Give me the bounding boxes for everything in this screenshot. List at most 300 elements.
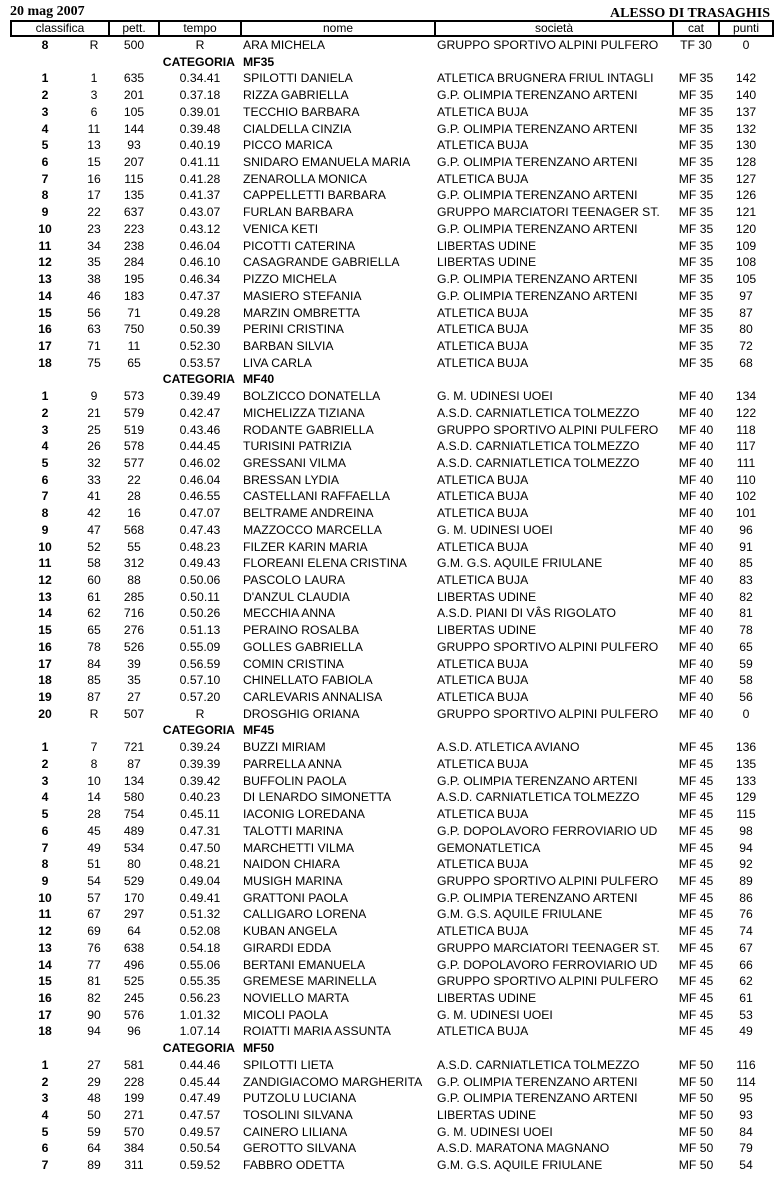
table-row <box>11 321 773 338</box>
time-cell: 0.43.12 <box>179 221 221 236</box>
category-cell: MF 50 <box>678 1124 714 1139</box>
overall-cell: 67 <box>87 907 101 922</box>
bib-cell: 578 <box>123 439 145 454</box>
table-row <box>11 539 773 556</box>
rank-cell: 8 <box>41 506 49 521</box>
rank-cell: 10 <box>38 539 52 554</box>
bib-cell: 312 <box>123 556 145 571</box>
rank-cell: 16 <box>38 990 52 1005</box>
name-cell: IACONIG LOREDANA <box>243 807 365 822</box>
overall-cell: 59 <box>87 1124 101 1139</box>
time-cell: 0.47.50 <box>179 840 221 855</box>
category-label: CATEGORIA <box>162 372 235 387</box>
club-cell: GRUPPO SPORTIVO ALPINI PULFERO <box>437 639 659 654</box>
category-cell: MF 35 <box>678 138 714 153</box>
category-cell: MF 45 <box>678 857 714 872</box>
rank-cell: 16 <box>38 322 52 337</box>
rank-cell: 3 <box>41 422 49 437</box>
overall-cell: 51 <box>87 857 101 872</box>
points-cell: 49 <box>739 1024 753 1039</box>
rank-cell: 13 <box>38 589 52 604</box>
category-cell: MF 35 <box>678 238 714 253</box>
overall-cell: 71 <box>87 338 101 353</box>
points-cell: 66 <box>739 957 753 972</box>
category-cell: MF 40 <box>678 472 714 487</box>
points-cell: 62 <box>739 974 753 989</box>
club-cell: G. M. UDINESI UOEI <box>437 522 553 537</box>
table-row <box>11 806 773 823</box>
rank-cell: 3 <box>41 1091 49 1106</box>
time-cell: 0.46.04 <box>179 238 221 253</box>
bib-cell: 207 <box>123 155 145 170</box>
category-cell: MF 45 <box>678 957 714 972</box>
name-cell: ROIATTI MARIA ASSUNTA <box>243 1024 391 1039</box>
name-cell: CHINELLATO FABIOLA <box>243 673 373 688</box>
rank-cell: 6 <box>41 1141 49 1156</box>
time-cell: 0.49.04 <box>179 873 221 888</box>
time-cell: 0.52.08 <box>179 924 221 939</box>
rank-cell: 5 <box>41 807 49 822</box>
club-cell: GRUPPO SPORTIVO ALPINI PULFERO <box>437 706 659 721</box>
bib-cell: 65 <box>127 355 141 370</box>
bib-cell: 228 <box>123 1074 145 1089</box>
overall-cell: 90 <box>87 1007 101 1022</box>
table-header <box>11 21 773 36</box>
overall-cell: 21 <box>87 405 101 420</box>
category-cell: MF 35 <box>678 88 714 103</box>
club-cell: G.P. OLIMPIA TERENZANO ARTENI <box>437 1074 638 1089</box>
name-cell: PERAINO ROSALBA <box>243 623 359 638</box>
overall-cell: 27 <box>87 1057 101 1072</box>
name-cell: BERTANI EMANUELA <box>243 957 366 972</box>
time-cell: 0.47.49 <box>179 1091 221 1106</box>
overall-cell: 14 <box>87 790 101 805</box>
time-cell: 0.37.18 <box>179 88 221 103</box>
points-cell: 85 <box>739 556 753 571</box>
name-cell: BUFFOLIN PAOLA <box>243 773 347 788</box>
name-cell: PERINI CRISTINA <box>243 322 344 337</box>
overall-cell: 61 <box>87 589 101 604</box>
points-cell: 101 <box>735 506 757 521</box>
category-cell: MF 45 <box>678 823 714 838</box>
overall-cell: 9 <box>90 389 98 404</box>
bib-cell: 577 <box>123 455 145 470</box>
time-cell: 0.40.23 <box>179 790 221 805</box>
name-cell: MECCHIA ANNA <box>243 606 336 621</box>
table-row <box>11 739 773 756</box>
rank-cell: 11 <box>38 238 52 253</box>
time-cell: 0.41.28 <box>179 171 221 186</box>
club-cell: G. M. UDINESI UOEI <box>437 1124 553 1139</box>
bib-cell: 526 <box>123 639 145 654</box>
bib-cell: 580 <box>123 790 145 805</box>
club-cell: ATLETICA BUJA <box>437 807 529 822</box>
category-heading-label <box>11 722 241 739</box>
name-cell: MICHELIZZA TIZIANA <box>243 405 365 420</box>
overall-cell: 3 <box>90 88 98 103</box>
category-label: CATEGORIA <box>162 54 235 69</box>
category-cell: MF 35 <box>678 121 714 136</box>
results-table <box>10 20 774 1174</box>
name-cell: GRESSANI VILMA <box>243 455 346 470</box>
table-row <box>11 756 773 773</box>
table-row <box>11 455 773 472</box>
overall-cell: 29 <box>87 1074 101 1089</box>
club-cell: A.S.D. CARNIATLETICA TOLMEZZO <box>437 439 640 454</box>
overall-cell: 35 <box>87 255 101 270</box>
club-cell: G.P. OLIMPIA TERENZANO ARTENI <box>437 188 638 203</box>
club-cell: ATLETICA BUJA <box>437 506 529 521</box>
rank-cell: 19 <box>38 690 52 705</box>
name-cell: SNIDARO EMANUELA MARIA <box>243 155 411 170</box>
column-header-classifica: classifica <box>11 21 109 36</box>
points-cell: 118 <box>736 422 756 437</box>
name-cell: FURLAN BARBARA <box>243 205 354 220</box>
bib-cell: 27 <box>127 690 141 705</box>
points-cell: 61 <box>739 990 753 1005</box>
time-cell: 0.49.43 <box>179 556 221 571</box>
bib-cell: 11 <box>127 338 141 353</box>
club-cell: G.P. OLIMPIA TERENZANO ARTENI <box>437 88 638 103</box>
table-row <box>11 973 773 990</box>
name-cell: COMIN CRISTINA <box>243 656 344 671</box>
category-cell: MF 45 <box>678 773 714 788</box>
table-row <box>11 605 773 622</box>
name-cell: ARA MICHELA <box>243 38 325 52</box>
bib-cell: 22 <box>127 472 141 487</box>
rank-cell: 6 <box>41 155 49 170</box>
time-cell: 0.55.35 <box>179 974 221 989</box>
table-row <box>11 254 773 271</box>
category-cell: MF 45 <box>678 756 714 771</box>
overall-cell: 56 <box>87 305 101 320</box>
time-cell: 0.51.13 <box>179 623 221 638</box>
category-name: MF45 <box>243 723 275 738</box>
bib-cell: 144 <box>123 121 145 136</box>
table-body <box>11 36 773 1174</box>
time-cell: R <box>195 706 205 721</box>
club-cell: G.P. OLIMPIA TERENZANO ARTENI <box>437 272 638 287</box>
bib-cell: 638 <box>123 940 145 955</box>
table-row <box>11 70 773 87</box>
name-cell: D'ANZUL CLAUDIA <box>243 589 350 604</box>
overall-cell: 33 <box>87 472 101 487</box>
bib-cell: 223 <box>123 221 145 236</box>
category-cell: MF 35 <box>678 355 714 370</box>
overall-cell: 57 <box>87 890 101 905</box>
club-cell: ATLETICA BUJA <box>437 656 529 671</box>
bib-cell: 80 <box>127 857 141 872</box>
overall-cell: 77 <box>87 957 101 972</box>
name-cell: BARBAN SILVIA <box>243 338 334 353</box>
bib-cell: 170 <box>123 890 145 905</box>
club-cell: ATLETICA BUJA <box>437 756 529 771</box>
name-cell: MUSIGH MARINA <box>243 873 343 888</box>
category-cell: MF 45 <box>678 990 714 1005</box>
category-cell: MF 35 <box>678 155 714 170</box>
club-cell: LIBERTAS UDINE <box>437 238 537 253</box>
category-cell: MF 50 <box>678 1108 714 1122</box>
club-cell: ATLETICA BUJA <box>437 338 529 353</box>
overall-cell: 81 <box>87 974 101 989</box>
rank-cell: 8 <box>41 857 49 872</box>
rank-cell: 9 <box>41 873 49 888</box>
overall-cell: 54 <box>87 873 101 888</box>
name-cell: CASTELLANI RAFFAELLA <box>243 489 390 504</box>
table-row <box>11 1107 773 1124</box>
category-heading-label <box>11 54 241 71</box>
rank-cell: 12 <box>38 573 52 587</box>
points-cell: 81 <box>739 606 753 621</box>
overall-cell: 16 <box>87 171 101 186</box>
points-cell: 137 <box>735 104 757 119</box>
name-cell: NAIDON CHIARA <box>243 857 340 872</box>
category-cell: MF 40 <box>678 639 714 654</box>
table-row <box>11 271 773 288</box>
category-cell: MF 40 <box>678 405 714 420</box>
points-cell: 102 <box>735 489 757 504</box>
name-cell: SPILOTTI DANIELA <box>243 71 353 86</box>
table-row <box>11 1074 773 1091</box>
category-name: MF40 <box>243 372 275 387</box>
name-cell: GREMESE MARINELLA <box>243 974 377 989</box>
table-row <box>11 572 773 589</box>
name-cell: FILZER KARIN MARIA <box>243 539 368 554</box>
name-cell: GIRARDI EDDA <box>243 940 332 955</box>
bib-cell: 135 <box>123 188 145 203</box>
rank-cell: 1 <box>41 389 49 404</box>
points-cell: 0 <box>742 38 750 52</box>
points-cell: 129 <box>735 790 757 805</box>
time-cell: R <box>195 38 205 52</box>
overall-cell: 78 <box>87 639 101 654</box>
points-cell: 0 <box>742 706 750 721</box>
overall-cell: R <box>89 706 99 721</box>
points-cell: 96 <box>739 522 753 537</box>
points-cell: 133 <box>735 773 757 788</box>
rank-cell: 9 <box>41 522 49 537</box>
time-cell: 0.47.57 <box>179 1108 221 1122</box>
time-cell: 0.42.47 <box>179 405 221 420</box>
column-header-punti: punti <box>719 21 773 36</box>
points-cell: 91 <box>739 539 753 554</box>
overall-cell: 69 <box>87 924 101 939</box>
rank-cell: 8 <box>41 188 49 203</box>
category-cell: MF 40 <box>678 506 714 521</box>
category-cell: MF 45 <box>678 907 714 922</box>
overall-cell: 38 <box>87 272 101 287</box>
category-cell: MF 40 <box>678 573 714 587</box>
category-cell: MF 45 <box>678 1007 714 1022</box>
category-cell: MF 40 <box>678 673 714 688</box>
rank-cell: 18 <box>38 673 52 688</box>
category-heading-row <box>11 1040 773 1057</box>
points-cell: 53 <box>739 1007 753 1022</box>
name-cell: GOLLES GABRIELLA <box>243 639 363 654</box>
club-cell: G.P. OLIMPIA TERENZANO ARTENI <box>437 1091 638 1106</box>
name-cell: FABBRO ODETTA <box>243 1158 345 1173</box>
table-row <box>11 121 773 138</box>
club-cell: ATLETICA BUJA <box>437 857 529 872</box>
points-cell: 98 <box>739 823 753 838</box>
overall-cell: 49 <box>87 840 101 855</box>
bib-cell: 284 <box>123 255 145 270</box>
points-cell: 105 <box>735 272 757 287</box>
bib-cell: 570 <box>123 1124 145 1139</box>
column-header-pett: pett. <box>109 21 159 36</box>
club-cell: ATLETICA BUJA <box>437 690 529 705</box>
table-row <box>11 187 773 204</box>
bib-cell: 93 <box>127 138 141 153</box>
bib-cell: 573 <box>123 389 145 404</box>
bib-cell: 525 <box>123 974 145 989</box>
rank-cell: 7 <box>41 489 49 504</box>
overall-cell: 28 <box>87 807 101 822</box>
bib-cell: 750 <box>123 322 145 337</box>
category-cell: MF 35 <box>678 338 714 353</box>
name-cell: BELTRAME ANDREINA <box>243 506 374 521</box>
table-row <box>11 823 773 840</box>
bib-cell: 297 <box>123 907 145 922</box>
points-cell: 142 <box>735 71 757 86</box>
club-cell: G.P. OLIMPIA TERENZANO ARTENI <box>437 773 638 788</box>
rank-cell: 11 <box>38 907 52 922</box>
overall-cell: 25 <box>87 422 101 437</box>
table-row <box>11 472 773 489</box>
time-cell: 0.49.57 <box>179 1124 221 1139</box>
rank-cell: 14 <box>38 606 52 621</box>
category-cell: MF 40 <box>678 489 714 504</box>
table-row <box>11 555 773 572</box>
rank-cell: 2 <box>41 1074 49 1089</box>
rank-cell: 5 <box>41 138 49 153</box>
rank-cell: 12 <box>38 924 52 939</box>
club-cell: G. M. UDINESI UOEI <box>437 389 553 404</box>
club-cell: GRUPPO SPORTIVO ALPINI PULFERO <box>437 873 659 888</box>
table-row <box>11 873 773 890</box>
club-cell: A.S.D. CARNIATLETICA TOLMEZZO <box>437 1057 640 1072</box>
time-cell: 0.43.46 <box>179 422 221 437</box>
club-cell: GRUPPO MARCIATORI TEENAGER ST. <box>437 940 660 955</box>
overall-cell: 1 <box>90 71 98 86</box>
club-cell: G.M. G.S. AQUILE FRIULANE <box>437 907 603 922</box>
club-cell: A.S.D. ATLETICA AVIANO <box>437 740 580 755</box>
rank-cell: 4 <box>41 790 49 805</box>
overall-cell: 45 <box>87 823 101 838</box>
name-cell: CASAGRANDE GABRIELLA <box>243 255 400 270</box>
bib-cell: 500 <box>123 38 145 52</box>
name-cell: BUZZI MIRIAM <box>243 740 326 755</box>
name-cell: CALLIGARO LORENA <box>243 907 367 922</box>
column-header-tempo: tempo <box>159 21 241 36</box>
overall-cell: 41 <box>87 489 101 504</box>
category-heading-label <box>11 1040 241 1057</box>
category-cell: MF 40 <box>678 606 714 621</box>
name-cell: CAINERO LILIANA <box>243 1124 348 1139</box>
club-cell: ATLETICA BUJA <box>437 489 529 504</box>
club-cell: A.S.D. CARNIATLETICA TOLMEZZO <box>437 455 640 470</box>
name-cell: PASCOLO LAURA <box>243 573 346 587</box>
club-cell: G.P. OLIMPIA TERENZANO ARTENI <box>437 221 638 236</box>
time-cell: 0.39.42 <box>179 773 221 788</box>
bib-cell: 35 <box>127 673 141 688</box>
category-heading-label <box>11 371 241 388</box>
category-cell: MF 45 <box>678 740 714 755</box>
time-cell: 0.55.06 <box>179 957 221 972</box>
bib-cell: 64 <box>127 924 141 939</box>
bib-cell: 96 <box>127 1024 141 1039</box>
rank-cell: 17 <box>38 1007 52 1022</box>
overall-cell: 42 <box>87 506 101 521</box>
category-cell: MF 40 <box>678 389 714 404</box>
points-cell: 79 <box>739 1141 753 1156</box>
bib-cell: 576 <box>123 1007 145 1022</box>
rank-cell: 1 <box>41 71 49 86</box>
table-row <box>11 622 773 639</box>
rank-cell: 14 <box>38 288 52 303</box>
category-cell: MF 40 <box>678 690 714 705</box>
table-row <box>11 36 773 54</box>
name-cell: MASIERO STEFANIA <box>243 288 362 303</box>
bib-cell: 195 <box>123 272 145 287</box>
bib-cell: 716 <box>123 606 145 621</box>
name-cell: MARZIN OMBRETTA <box>243 305 360 320</box>
category-cell: MF 40 <box>678 589 714 604</box>
category-name: MF35 <box>243 54 275 69</box>
table-row <box>11 204 773 221</box>
name-cell: CAPPELLETTI BARBARA <box>243 188 386 203</box>
points-cell: 116 <box>736 1057 756 1072</box>
time-cell: 0.45.11 <box>180 807 220 822</box>
points-cell: 115 <box>736 807 756 822</box>
club-cell: G.P. OLIMPIA TERENZANO ARTENI <box>437 890 638 905</box>
category-label: CATEGORIA <box>162 1041 235 1056</box>
time-cell: 0.50.39 <box>179 322 221 337</box>
category-cell: MF 40 <box>678 623 714 638</box>
table-row <box>11 639 773 656</box>
points-cell: 134 <box>735 389 757 404</box>
overall-cell: 17 <box>87 188 101 203</box>
time-cell: 1.07.14 <box>179 1024 221 1039</box>
time-cell: 0.46.04 <box>179 472 221 487</box>
points-cell: 114 <box>736 1074 756 1089</box>
points-cell: 121 <box>735 205 757 220</box>
rank-cell: 17 <box>38 338 52 353</box>
bib-cell: 311 <box>124 1158 144 1173</box>
bib-cell: 721 <box>123 740 145 755</box>
category-cell: MF 50 <box>678 1158 714 1173</box>
rank-cell: 2 <box>41 756 49 771</box>
table-row <box>11 923 773 940</box>
time-cell: 0.39.01 <box>179 104 221 119</box>
club-cell: A.S.D. CARNIATLETICA TOLMEZZO <box>437 405 640 420</box>
category-cell: MF 50 <box>678 1091 714 1106</box>
club-cell: ATLETICA BUJA <box>437 355 529 370</box>
rank-cell: 18 <box>38 1024 52 1039</box>
category-cell: MF 40 <box>678 455 714 470</box>
rank-cell: 20 <box>38 706 52 721</box>
table-row <box>11 890 773 907</box>
name-cell: RODANTE GABRIELLA <box>243 422 374 437</box>
points-cell: 56 <box>739 690 753 705</box>
table-row <box>11 171 773 188</box>
time-cell: 0.51.32 <box>179 907 221 922</box>
category-label: CATEGORIA <box>162 723 235 738</box>
category-heading-row <box>11 722 773 739</box>
rank-cell: 10 <box>38 221 52 236</box>
time-cell: 0.40.19 <box>179 138 221 153</box>
bib-cell: 245 <box>123 990 145 1005</box>
